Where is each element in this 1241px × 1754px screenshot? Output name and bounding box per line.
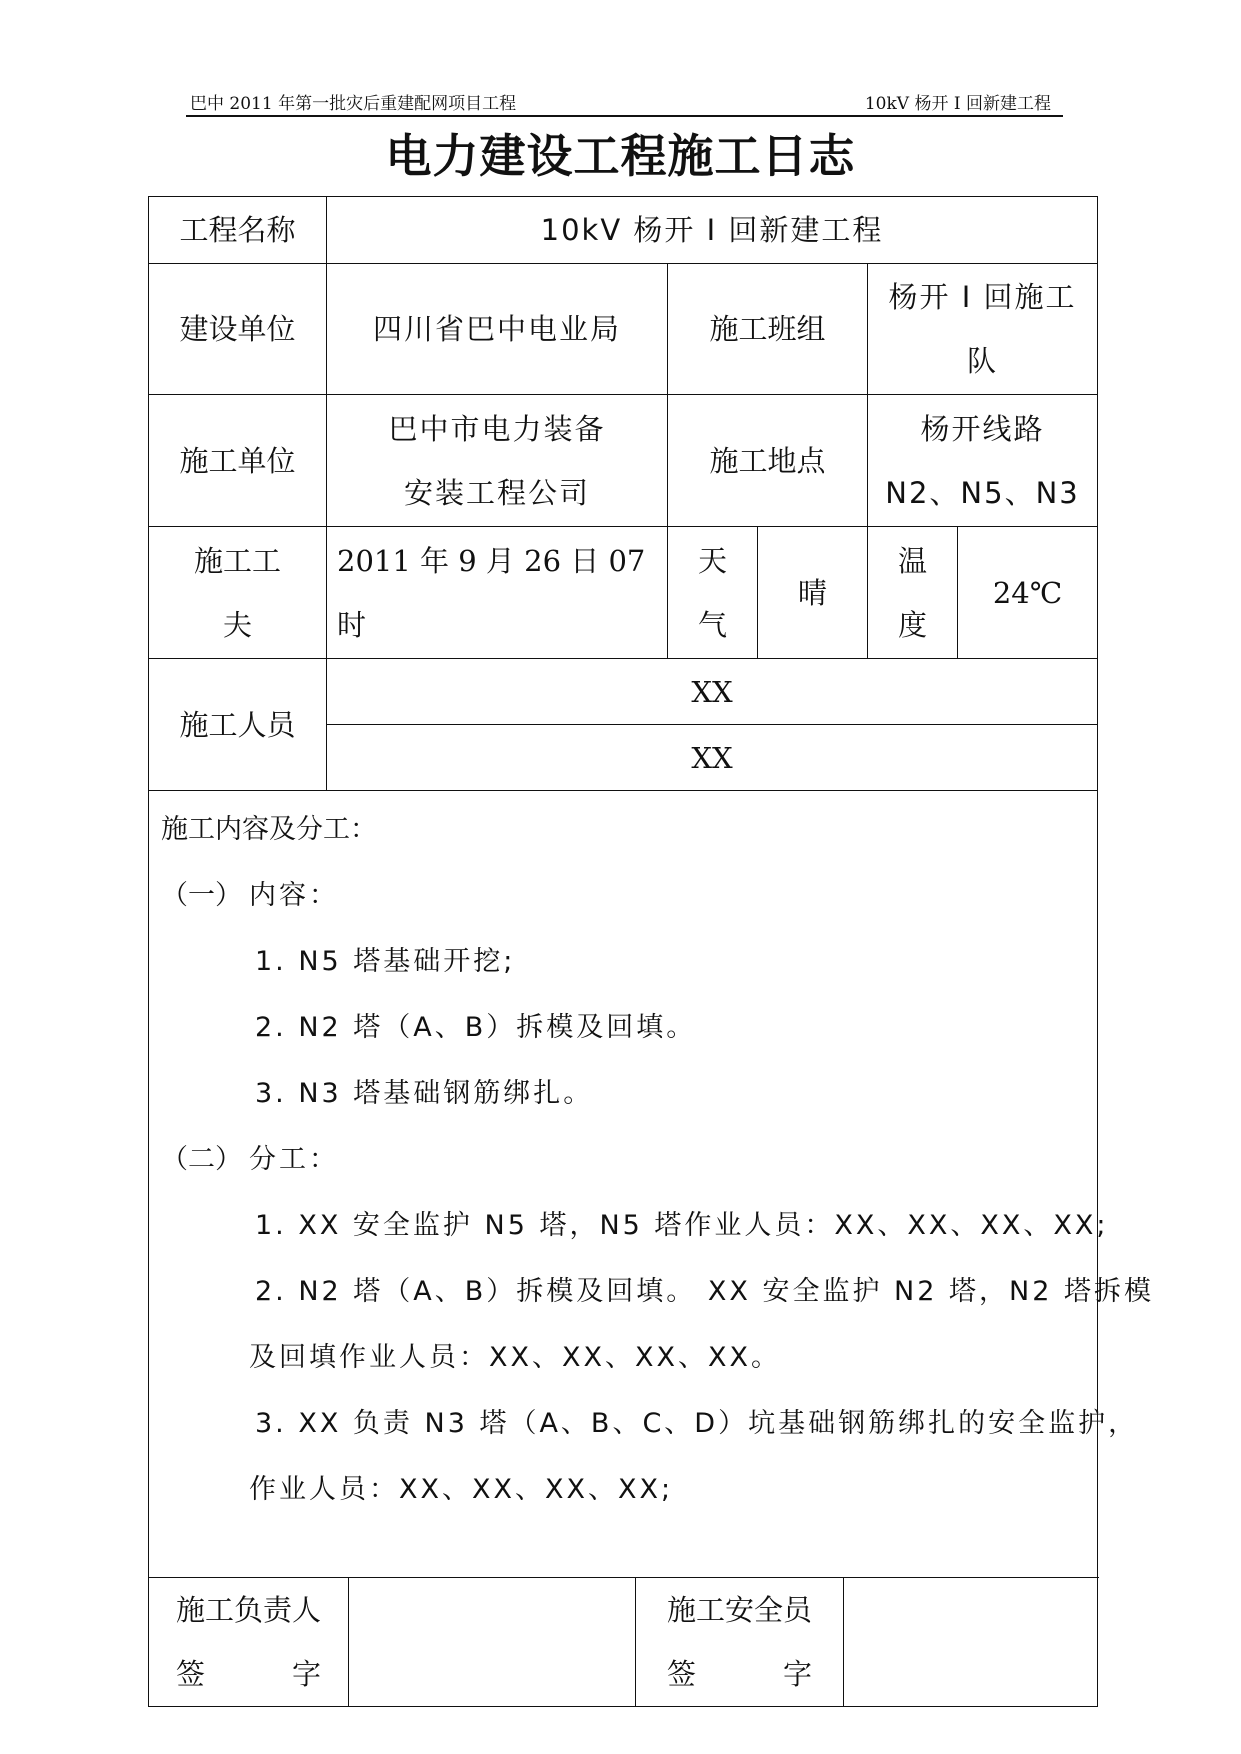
site-label: 施工地点 [668, 395, 868, 527]
construction-log-table [148, 196, 1154, 1707]
content-item-2: 2. N2 塔（A、B）拆模及回填。 [255, 1012, 697, 1043]
section1-title: 内容： [249, 880, 339, 911]
leader-signature-field[interactable] [349, 1578, 636, 1706]
site-value: 杨开线路 N2、N5、N3 [868, 395, 1097, 527]
content-item-1: 1. N5 塔基础开挖; [255, 946, 516, 977]
leader-signature-label: 施工负责人 签 字 [149, 1578, 349, 1706]
work-content-section [149, 791, 1154, 1578]
division-item-2-cont: 及回填作业人员：XX、XX、XX、XX。 [249, 1342, 781, 1373]
temperature-label: 温 度 [868, 527, 958, 659]
division-item-2: 2. N2 塔（A、B）拆模及回填。 XX 安全监护 N2 塔，N2 塔拆模 [255, 1276, 1154, 1307]
contractor-value: 巴中市电力装备 安装工程公司 [327, 395, 668, 527]
division-item-3-cont: 作业人员：XX、XX、XX、XX; [249, 1474, 674, 1505]
safety-signature-field[interactable] [844, 1578, 1097, 1706]
division-item-1: 1. XX 安全监护 N5 塔，N5 塔作业人员：XX、XX、XX、XX; [255, 1210, 1109, 1241]
owner-label: 建设单位 [149, 264, 327, 395]
weather-label: 天 气 [668, 527, 758, 659]
team-label: 施工班组 [668, 264, 868, 395]
content-heading: 施工内容及分工： [161, 814, 377, 845]
team-value: 杨开 I 回施工 队 [868, 264, 1097, 395]
project-name-value: 10kV 杨开 I 回新建工程 [327, 197, 1097, 264]
project-name-label: 工程名称 [149, 197, 327, 264]
date-value: 2011 年 9 月 26 日 07 时 [327, 527, 668, 659]
content-item-3: 3. N3 塔基础钢筋绑扎。 [255, 1078, 594, 1109]
section2-label: （二） [161, 1144, 242, 1175]
section1-label: （一） [161, 880, 242, 911]
division-item-3: 3. XX 负责 N3 塔（A、B、C、D）坑基础钢筋绑扎的安全监护， [255, 1408, 1139, 1439]
date-label: 施工工 夫 [149, 527, 327, 659]
header-left: 巴中 2011 年第一批灾后重建配网项目工程 [190, 94, 517, 114]
owner-value: 四川省巴中电业局 [327, 264, 668, 395]
header-rule [186, 115, 1063, 117]
safety-signature-label: 施工安全员 签 字 [636, 1578, 844, 1706]
temperature-value: 24℃ [958, 527, 1097, 659]
weather-value: 晴 [758, 527, 868, 659]
contractor-label: 施工单位 [149, 395, 327, 527]
personnel-row-1: XX [327, 659, 1097, 725]
personnel-row-2: XX [327, 725, 1097, 791]
personnel-label: 施工人员 [149, 659, 327, 791]
header-right: 10kV 杨开 I 回新建工程 [864, 94, 1051, 114]
section2-title: 分工： [249, 1144, 339, 1175]
page-title: 电力建设工程施工日志 [385, 129, 856, 183]
